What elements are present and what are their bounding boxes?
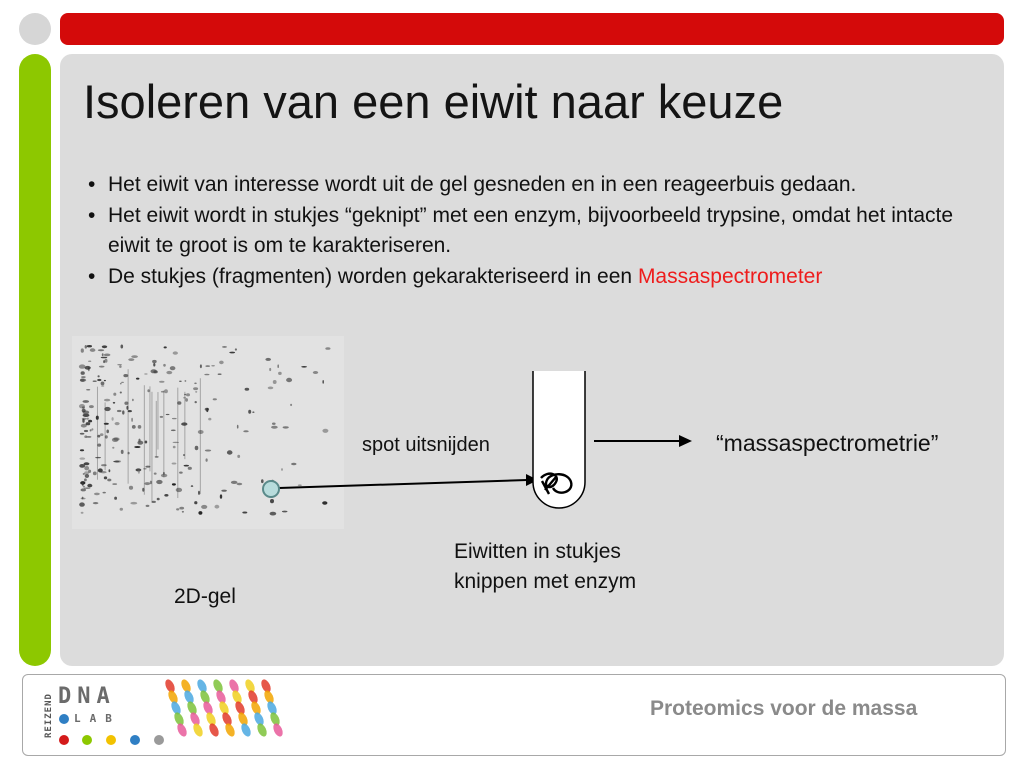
logo-dot-yellow bbox=[106, 735, 116, 745]
enzyme-caption-line-1: Eiwitten in stukjes bbox=[454, 540, 621, 563]
spot-pointer-line bbox=[279, 480, 527, 488]
footer-title: Proteomics voor de massa bbox=[650, 697, 918, 720]
bullet-text-2: Het eiwit wordt in stukjes “geknipt” met een enzym, bijvoorbeeld trypsine, omdat het intacte eiwit te groot is om te karakteriseren. bbox=[108, 203, 954, 257]
logo-dot-blue-2 bbox=[130, 735, 140, 745]
logo-dot-blue bbox=[59, 714, 69, 724]
massaspectrometrie-label: “massaspectrometrie” bbox=[716, 430, 939, 456]
bullet-marker: • bbox=[88, 203, 96, 227]
logo-lab-text: LAB bbox=[74, 712, 121, 725]
logo-dot-green bbox=[82, 735, 92, 745]
pipette-tips-photo bbox=[160, 678, 288, 746]
gel-label: 2D-gel bbox=[174, 585, 236, 608]
bullet-text-1: Het eiwit van interesse wordt uit de gel gesneden en in een reageerbuis gedaan. bbox=[108, 173, 857, 196]
logo-dna-text: DNA bbox=[58, 684, 116, 709]
logo-dot-red bbox=[59, 735, 69, 745]
bullet-text-3: De stukjes (fragmenten) worden gekarakteriseerd in een bbox=[108, 264, 638, 288]
slide-title: Isoleren van een eiwit naar keuze bbox=[83, 75, 784, 128]
enzyme-caption bbox=[454, 537, 636, 597]
enzyme-caption-line-2: knippen met enzym bbox=[454, 570, 637, 593]
spot-uitsnijden-label: spot uitsnijden bbox=[362, 434, 490, 456]
spot-marker bbox=[263, 481, 279, 497]
massaspectrometer-highlight: Massaspectrometer bbox=[637, 264, 823, 288]
test-tube bbox=[533, 371, 585, 508]
bullet-marker: • bbox=[88, 264, 96, 288]
result-arrowhead bbox=[679, 435, 692, 447]
bullet-marker: • bbox=[88, 173, 96, 196]
logo-vertical-text: REIZEND bbox=[44, 693, 54, 739]
